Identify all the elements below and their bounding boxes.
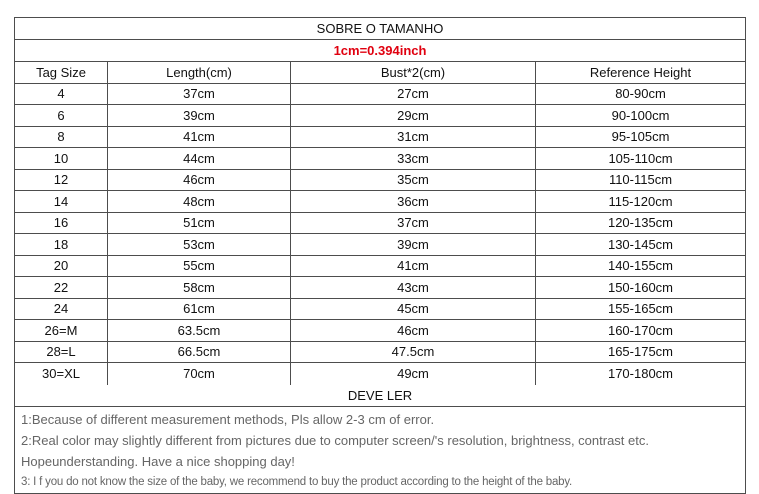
tag-size-cell: 18 — [15, 234, 108, 255]
reference-height-cell: 170-180cm — [607, 366, 674, 382]
bust-cell: 35cm — [291, 170, 536, 191]
tag-size-cell: 8 — [15, 127, 108, 148]
table-body — [15, 84, 745, 385]
tag-size-cell: 16 — [15, 213, 108, 234]
tag-size-cell: 12 — [15, 170, 108, 191]
table-row — [15, 84, 745, 106]
reference-height-cell: 90-100cm — [611, 107, 670, 123]
bust-cell: 46cm — [291, 320, 536, 341]
reference-height-cell: 160-170cm — [607, 322, 674, 338]
bust-cell: 47.5cm — [291, 342, 536, 363]
length-cell: 63.5cm — [108, 320, 291, 341]
length-cell: 58cm — [108, 277, 291, 298]
reference-height-cell: 110-115cm — [608, 172, 673, 188]
table-row — [15, 213, 745, 235]
tag-size-cell: 22 — [15, 277, 108, 298]
table-row — [15, 363, 745, 385]
chart-title: SOBRE O TAMANHO — [316, 21, 444, 36]
reference-height-cell: 140-155cm — [607, 258, 674, 274]
length-cell: 55cm — [108, 256, 291, 277]
table-row — [15, 234, 745, 256]
note-2: 2:Real color may slightly different from pictures due to computer screen/'s resolution, brightness, contrast etc. — [21, 432, 649, 448]
table-row — [15, 105, 745, 127]
note-3: 3: I f you do not know the size of the baby, we recommend to buy the product according to the height of the baby. — [21, 475, 573, 488]
tag-size-cell: 10 — [15, 148, 108, 169]
bust-cell: 45cm — [291, 299, 536, 320]
must-read-heading: DEVE LER — [347, 387, 413, 403]
length-cell: 44cm — [108, 148, 291, 169]
header-bust: Bust*2(cm) — [291, 62, 536, 83]
chart-title-row — [15, 18, 745, 40]
length-cell: 61cm — [108, 299, 291, 320]
reference-height-cell: 130-145cm — [607, 236, 674, 252]
reference-height-cell: 80-90cm — [615, 86, 666, 102]
table-row — [15, 299, 745, 321]
length-cell: 46cm — [108, 170, 291, 191]
conversion-row — [15, 40, 745, 62]
header-reference-height: Reference Height — [589, 64, 692, 80]
reference-height-cell: 165-175cm — [607, 344, 674, 360]
table-row — [15, 191, 745, 213]
tag-size-cell: 14 — [15, 191, 108, 212]
bust-cell: 39cm — [291, 234, 536, 255]
bust-cell: 37cm — [291, 213, 536, 234]
must-read-row — [15, 385, 745, 407]
tag-size-cell: 20 — [15, 256, 108, 277]
tag-size-cell: 26=M — [15, 320, 108, 341]
length-cell: 51cm — [108, 213, 291, 234]
reference-height-cell: 115-120cm — [608, 193, 673, 209]
tag-size-cell: 6 — [15, 105, 108, 126]
table-row — [15, 127, 745, 149]
note-1: 1:Because of different measurement methods, Pls allow 2-3 cm of error. — [21, 411, 435, 427]
length-cell: 48cm — [108, 191, 291, 212]
reference-height-cell: 95-105cm — [611, 129, 670, 145]
table-row — [15, 148, 745, 170]
reference-height-cell: 105-110cm — [608, 150, 673, 166]
tag-size-cell: 30=XL — [15, 363, 108, 385]
bust-cell: 41cm — [291, 256, 536, 277]
tag-size-cell: 24 — [15, 299, 108, 320]
tag-size-cell: 28=L — [15, 342, 108, 363]
bust-cell: 27cm — [291, 84, 536, 105]
note-2-continued: Hopeunderstanding. Have a nice shopping day! — [21, 453, 295, 469]
notes-section — [15, 407, 745, 493]
table-row — [15, 277, 745, 299]
length-cell: 41cm — [108, 127, 291, 148]
bust-cell: 36cm — [291, 191, 536, 212]
bust-cell: 33cm — [291, 148, 536, 169]
header-tag-size: Tag Size — [15, 62, 108, 83]
length-cell: 53cm — [108, 234, 291, 255]
bust-cell: 49cm — [291, 363, 536, 385]
length-cell: 39cm — [108, 105, 291, 126]
tag-size-cell: 4 — [15, 84, 108, 105]
length-cell: 66.5cm — [108, 342, 291, 363]
length-cell: 37cm — [108, 84, 291, 105]
bust-cell: 31cm — [291, 127, 536, 148]
table-header-row — [15, 62, 745, 84]
reference-height-cell: 120-135cm — [607, 215, 674, 231]
bust-cell: 29cm — [291, 105, 536, 126]
table-row — [15, 256, 745, 278]
table-row — [15, 170, 745, 192]
length-cell: 70cm — [108, 363, 291, 385]
unit-conversion: 1cm=0.394inch — [333, 43, 427, 58]
table-row — [15, 342, 745, 364]
header-length: Length(cm) — [108, 62, 291, 83]
reference-height-cell: 155-165cm — [607, 301, 674, 317]
size-chart — [14, 17, 746, 494]
reference-height-cell: 150-160cm — [607, 279, 674, 295]
bust-cell: 43cm — [291, 277, 536, 298]
table-row — [15, 320, 745, 342]
